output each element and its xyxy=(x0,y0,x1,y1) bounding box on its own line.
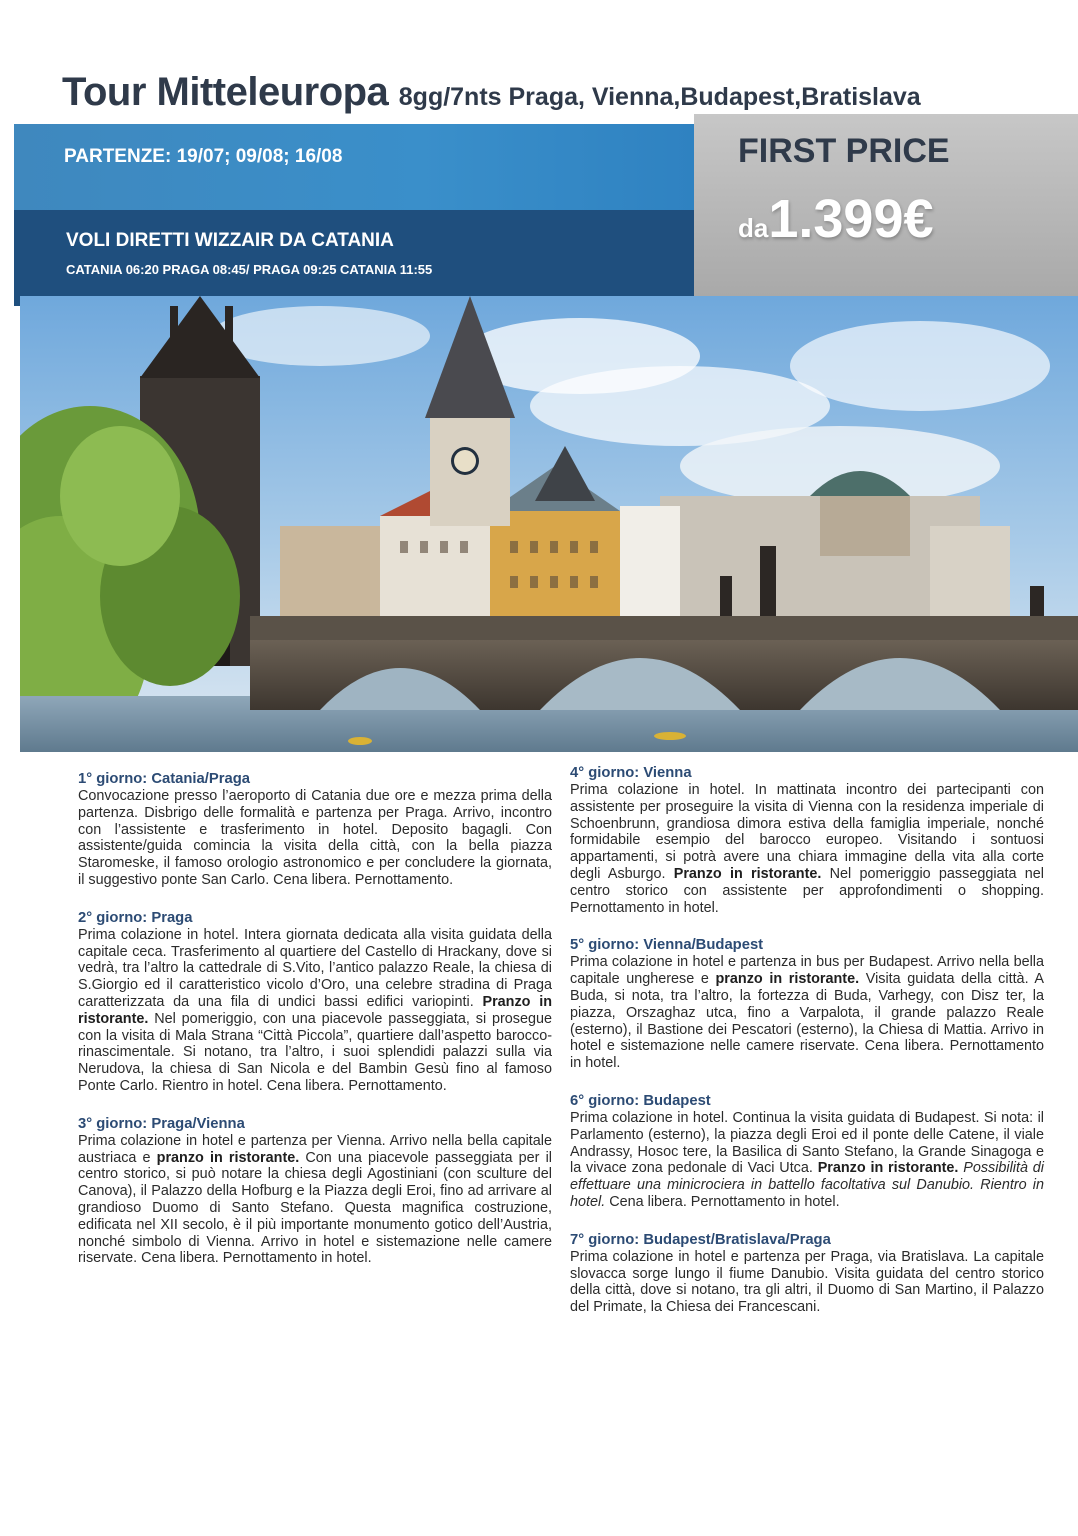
day-title: 4° giorno: Vienna xyxy=(570,765,692,781)
tour-title xyxy=(62,70,1052,115)
flights-title: VOLI DIRETTI WIZZAIR DA CATANIA xyxy=(66,230,394,251)
description-text: Prima colazione in hotel e partenza per Praga, via Bratislava. La capitale slovacca sorge lungo il fiume Danubio. Visita guidata del centro storico della città, dove si notano, tra gli altri, il Duomo di San Martino, il Palazzo del Primate, la Chiesa dei Francescani. xyxy=(570,1248,1044,1316)
day-description xyxy=(570,1249,1044,1316)
description-text: Prima colazione in hotel e partenza per Vienna. Arrivo nella bella capitale austriaca e xyxy=(78,1132,552,1166)
departures-banner xyxy=(14,124,694,210)
price-prefix: da xyxy=(738,213,769,243)
price-box xyxy=(694,114,1078,296)
price-amount xyxy=(738,188,934,250)
day-title: 7° giorno: Budapest/Bratislava/Praga xyxy=(570,1231,831,1248)
departures-label: PARTENZE: 19/07; 09/08; 16/08 xyxy=(64,146,343,167)
description-text: Cena libera. Pernottamento in hotel. xyxy=(605,1193,840,1210)
day-title: 5° giorno: Vienna/Budapest xyxy=(570,937,764,954)
day-title: 3° giorno: Praga/Vienna xyxy=(78,1115,245,1132)
day-title: 1° giorno: Catania/Praga xyxy=(78,771,251,787)
optional-note: Possibilità di effettuare una minicrociera in battello facoltativa sul Danubio. Rientro in hotel. xyxy=(570,1160,1044,1210)
day-section xyxy=(78,909,552,1095)
day-description xyxy=(78,788,552,889)
day-description xyxy=(570,954,1044,1072)
description-text: Convocazione presso l’aeroporto di Catania due ore e mezza prima della partenza. Disbrigo delle formalità e partenza per Praga. Arrivo, incontro con l’assistente e trasferimento in hotel. Deposito bagagli. Con assistente/guida comincia la visita della città, con la bella piazza Staromeske, il famoso orologio astronomico e per concludere la giornata, il suggestivo ponte San Carlo. Cena libera. Pernottamento. xyxy=(78,788,552,888)
description-text: Visita guidata della città. A Buda, si nota, tra l’altro, la fortezza di Buda, Varhegy, con Disz ter, la piazza, Orszaghaz utca, fino a Varpalota, il grande palazzo Reale (esterno), il Bastione dei Pescatori (esterno), la Chiesa di Mattia. Arrivo in hotel e sistemazione nelle camere riservate. Cena libera. Pernottamento in hotel. xyxy=(570,971,1044,1072)
itinerary-left-column xyxy=(78,770,552,1287)
prague-charles-bridge-photo xyxy=(20,296,1078,752)
description-text: Prima colazione in hotel e partenza in bus per Budapest. Arrivo nella bella capitale ungherese e xyxy=(570,954,1044,988)
price-value: 1.399€ xyxy=(768,189,934,249)
description-text: Con una piacevole passeggiata per il centro storico, si può notare la chiesa degli Agostiniani (con sculture del Canova), il Palazzo della Hofburg e la Piazza degli Eroi, fino ad arrivare al grandioso Duomo di Santo Stefano. Questa magnifica costruzione, edificata nel XII secolo, è il più importante monumento gotico dell’Austria, nonché simbolo di Vienna. Arrivo in hotel e sistemazione nelle camere riservate. Cena libera. Pernottamento in hotel. xyxy=(78,1149,552,1267)
day-title: 2° giorno: Praga xyxy=(78,909,193,926)
day-section xyxy=(78,770,552,889)
description-text: Prima colazione in hotel. In mattinata incontro dei partecipanti con assistente per proseguire la visita di Vienna con la residenza imperiale di Schoenbrunn, grandiosa dimora estiva della famiglia imperiale, nonché formidabile esempio del barocco europeo. Visitando i sontuosi appartamenti, si potrà avere una chiara immagine della vita alla corte degli Asburgo. xyxy=(570,782,1044,882)
highlight-text: pranzo in ristorante. xyxy=(715,971,860,988)
description-text: Prima colazione in hotel. Intera giornata dedicata alla visita guidata della capitale ceca. Trasferimento al quartiere del Castello di Hrackany, dove si vedrà, tra l’altro la cattedrale di S.Vito, l’antico palazzo Reale, la chiesa di S.Giorgio ed il caratteristico vicolo d’Oro, una celebre stradina di Praga caratterizzata da una fila di undici bassi edifici variopinti. xyxy=(78,926,552,1010)
flights-schedule: CATANIA 06:20 PRAGA 08:45/ PRAGA 09:25 CATANIA 11:55 xyxy=(66,262,433,277)
day-description xyxy=(570,1110,1044,1211)
highlight-text: Pranzo in ristorante. xyxy=(817,1160,959,1177)
day-section xyxy=(570,764,1044,916)
price-label: FIRST PRICE xyxy=(738,132,950,170)
tour-name: Tour Mitteleuropa xyxy=(62,70,389,114)
itinerary-right-column xyxy=(570,764,1044,1336)
highlight-text: Pranzo in ristorante. xyxy=(78,993,553,1027)
description-text: Nel pomeriggio passeggiata nel centro storico con assistente per approfondimenti o shopping. Pernottamento in hotel. xyxy=(570,865,1044,916)
tour-subtitle: 8gg/7nts Praga, Vienna,Budapest,Bratislava xyxy=(398,83,921,111)
day-section xyxy=(570,1092,1044,1211)
day-section xyxy=(570,936,1044,1072)
day-description xyxy=(78,927,552,1095)
highlight-text: Pranzo in ristorante. xyxy=(673,865,822,882)
description-text: Nel pomeriggio, con una piacevole passeggiata, si prosegue con la visita di Mala Strana “Città Piccola”, quartiere dall’aspetto barocco-rinascimentale. Si notano, tra l’altro, i suoi splendidi palazzi sulla via Nerudova, la chiesa di San Nicola e del Bambin Gesù fino al famoso Ponte Carlo. Rientro in hotel. Cena libera. Pernottamento. xyxy=(78,1010,552,1094)
day-description xyxy=(78,1133,552,1267)
description-text: Prima colazione in hotel. Continua la visita guidata di Budapest. Si nota: il Parlamento (esterno), la piazza degli Eroi ed il ponte delle Catene, il viale Andrassy, Hosoc tere, la Basilica di Santo Stefano, la Grande Sinagoga e la vivace zona pedonale di Vaci Utca. xyxy=(570,1109,1044,1177)
day-title: 6° giorno: Budapest xyxy=(570,1092,711,1109)
flights-banner xyxy=(14,210,694,306)
day-section xyxy=(570,1231,1044,1316)
highlight-text: pranzo in ristorante. xyxy=(156,1149,300,1166)
day-description xyxy=(570,782,1044,916)
day-section xyxy=(78,1115,552,1267)
